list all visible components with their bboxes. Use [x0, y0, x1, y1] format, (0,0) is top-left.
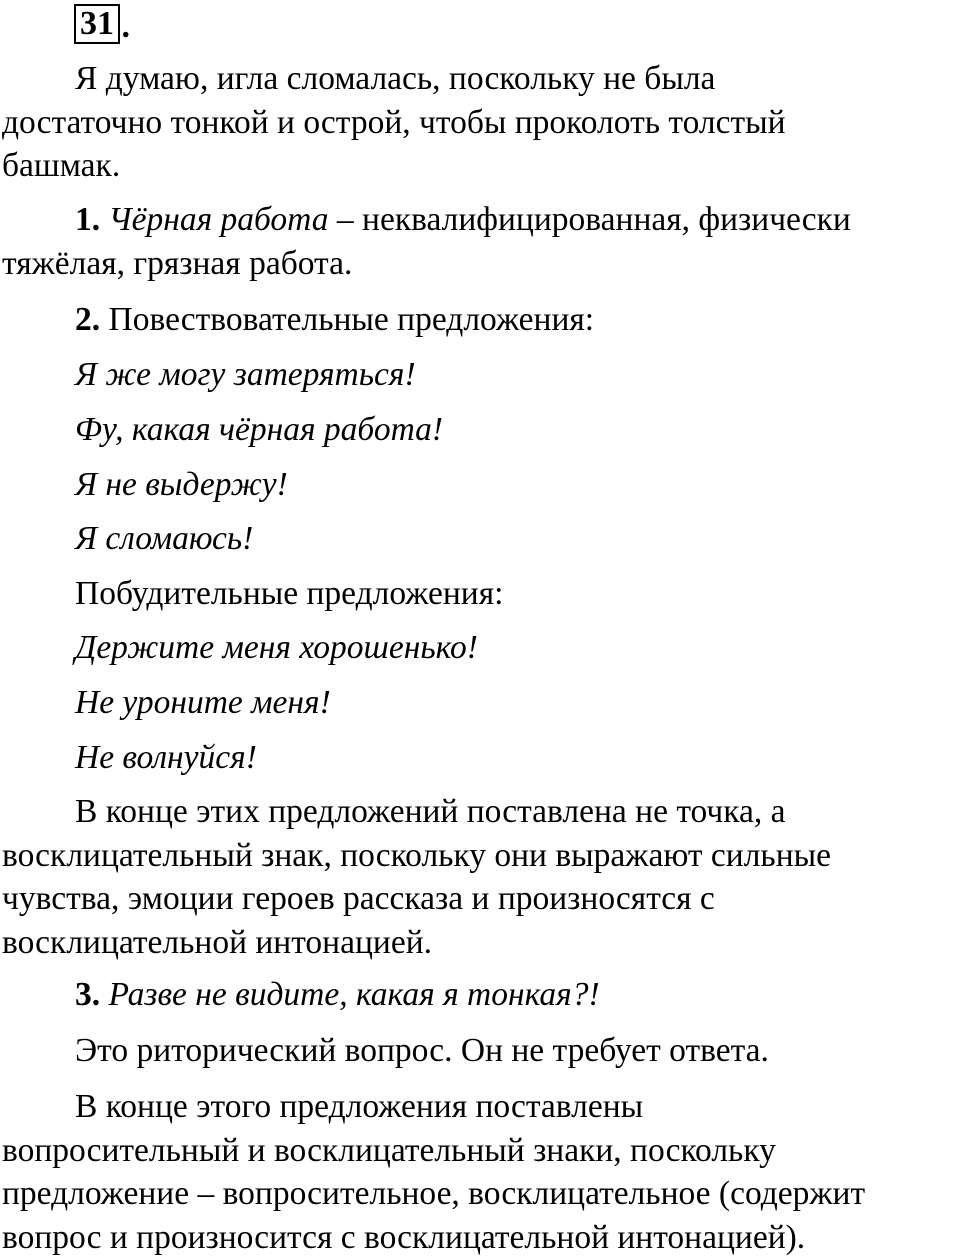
item-3 — [2, 973, 952, 1017]
text-line: вопрос и произносится с восклицательной интонацией). — [2, 1216, 952, 1259]
intro-paragraph — [2, 57, 952, 188]
imperative-heading: Побудительные предложения: — [2, 572, 952, 616]
narrative-sentence: Я не выдержу! — [2, 463, 952, 507]
text-line: восклицательной интонацией. — [2, 921, 952, 965]
item-3-explanation — [2, 1085, 952, 1259]
item-1-definition: – неквалифицированная, физически — [329, 201, 851, 238]
exercise-number-period: . — [122, 10, 131, 44]
text-line: башмак. — [2, 144, 952, 188]
imperative-sentence: Не волнуйся! — [2, 736, 952, 780]
exercise-number: 31 — [80, 4, 114, 44]
item-3-quote: Разве не видите, какая я тонкая?! — [100, 976, 600, 1013]
imperative-sentence: Не уроните меня! — [2, 681, 952, 725]
item-2-explanation — [2, 790, 952, 964]
item-3-note: Это риторический вопрос. Он не требует ответа. — [2, 1029, 952, 1073]
text-line: достаточно тонкой и острой, чтобы проколоть толстый — [2, 101, 952, 145]
text-line: вопросительный и восклицательный знаки, поскольку — [2, 1129, 952, 1173]
narrative-sentence: Я же могу затеряться! — [2, 353, 952, 397]
text-line: предложение – вопросительное, восклицательное (содержит — [2, 1172, 952, 1216]
text-line: чувства, эмоции героев рассказа и произносятся с — [2, 877, 952, 921]
text-line: восклицательный знак, поскольку они выражают сильные — [2, 834, 952, 878]
narrative-sentence: Я сломаюсь! — [2, 517, 952, 561]
item-1-line — [2, 198, 952, 242]
item-2-number: 2. — [75, 301, 100, 338]
narrative-sentence: Фу, какая чёрная работа! — [2, 408, 952, 452]
item-1 — [2, 198, 952, 285]
item-1-number: 1. — [75, 201, 100, 238]
imperative-sentence: Держите меня хорошенько! — [2, 626, 952, 670]
item-2-heading — [2, 298, 952, 342]
text-line: В конце этого предложения поставлены — [2, 1085, 952, 1129]
item-1-term: Чёрная работа — [109, 201, 329, 238]
item-1-definition-cont: тяжёлая, грязная работа. — [2, 242, 952, 286]
text-line: Я думаю, игла сломалась, поскольку не была — [2, 57, 952, 101]
item-3-number: 3. — [75, 976, 100, 1013]
text-line: В конце этих предложений поставлена не точка, а — [2, 790, 952, 834]
item-2-heading-text: Повествовательные предложения: — [100, 301, 594, 338]
exercise-number-box — [74, 4, 120, 44]
